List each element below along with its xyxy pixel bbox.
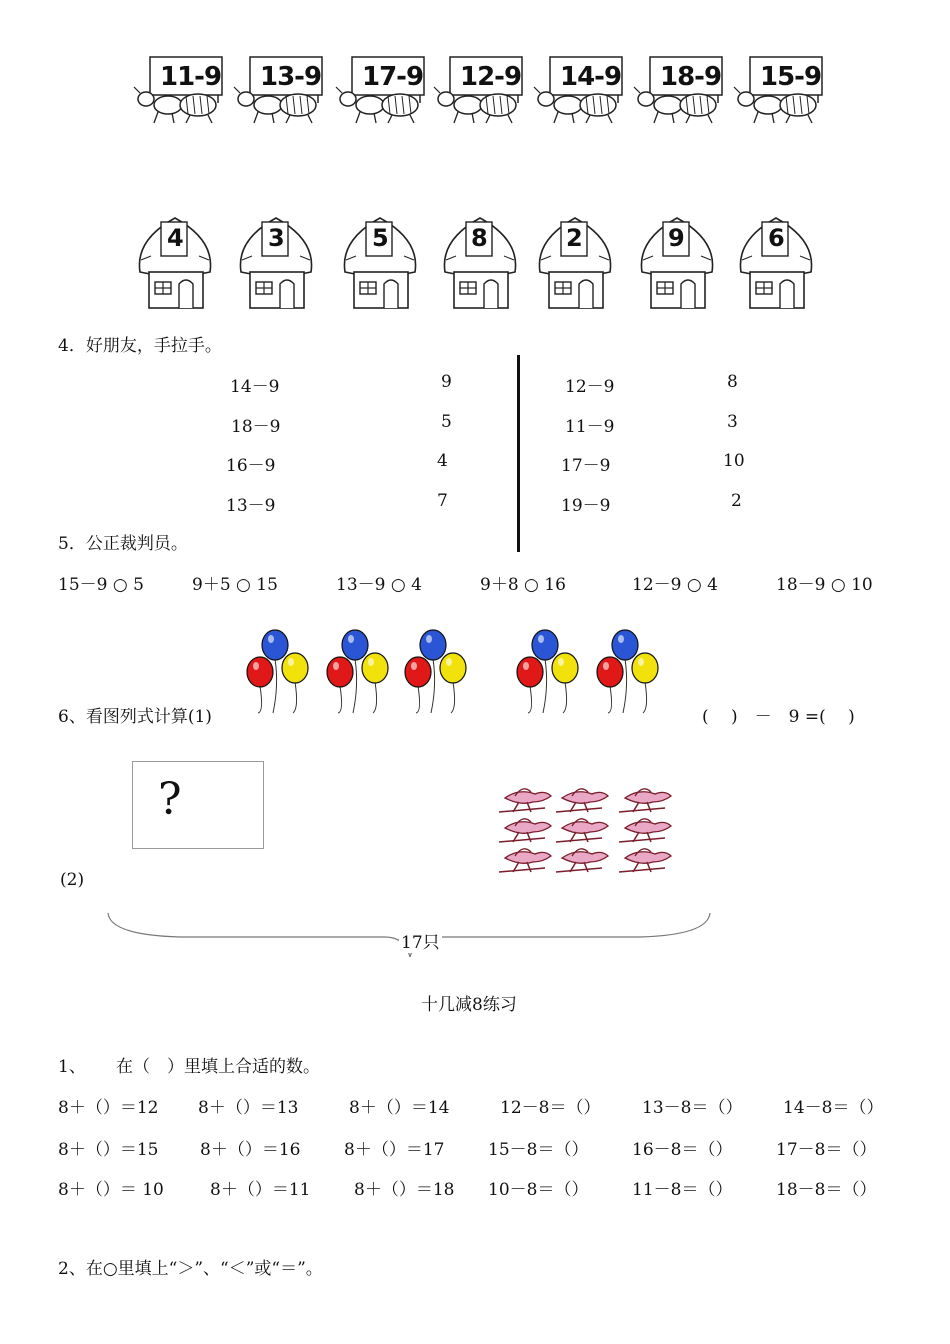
s1-item: 8＋（）＝12 <box>58 1098 159 1118</box>
q4-right-expr: 19－9 <box>561 496 611 516</box>
s1-item: 13－8＝（） <box>642 1098 743 1118</box>
s1-item: 12－8＝（） <box>500 1098 601 1118</box>
house-number: 8 <box>471 224 488 252</box>
q4-left-num: 4 <box>437 451 448 471</box>
q4-left-num: 5 <box>441 412 452 432</box>
balloon-bunch-icon <box>597 630 658 713</box>
balloon-bunch-icon <box>247 630 308 713</box>
q6-equation: ( ) － 9 =( ) <box>702 707 855 727</box>
s1-item: 10－8＝（） <box>488 1180 589 1200</box>
q4-right-num: 3 <box>727 412 738 432</box>
s1-number: 1、 <box>58 1057 86 1077</box>
s2-title: 2、在○里填上“＞”、“＜”或“＝”。 <box>58 1259 323 1279</box>
s1-item: 8＋（）＝16 <box>200 1140 301 1160</box>
house-number: 6 <box>768 224 785 252</box>
s1-item: 8＋（）＝14 <box>349 1098 450 1118</box>
q4-title: 4．好朋友，手拉手。 <box>58 336 222 356</box>
bird-icon <box>619 789 671 812</box>
bird-icon <box>556 789 608 812</box>
s1-item: 8＋（）＝13 <box>198 1098 299 1118</box>
house-number: 5 <box>372 224 389 252</box>
s1-item: 11－8＝（） <box>632 1180 733 1200</box>
ant-sign: 13-9 <box>260 62 322 92</box>
q4-right-num: 2 <box>731 491 742 511</box>
bird-icon <box>619 849 671 872</box>
s1-item: 18－8＝（） <box>776 1180 877 1200</box>
s1-title: 在（ ）里填上合适的数。 <box>116 1057 320 1077</box>
house-number: 4 <box>167 224 184 252</box>
q4-right-expr: 12－9 <box>565 377 615 397</box>
q4-left-expr: 13－9 <box>226 496 276 516</box>
total-label: 17只 <box>399 928 442 953</box>
q4-left-num: 9 <box>441 372 452 392</box>
bird-icon <box>499 789 551 812</box>
ant-sign: 17-9 <box>362 62 424 92</box>
q6-title: 6、看图列式计算(1) <box>58 707 212 727</box>
balloon-bunch-icon <box>405 630 466 713</box>
ant-sign: 18-9 <box>660 62 722 92</box>
s1-item: 8＋（）＝11 <box>210 1180 311 1200</box>
q5-comparison: 12－9 ○ 4 <box>632 575 718 595</box>
q5-comparison: 9＋5 ○ 15 <box>192 575 278 595</box>
ant-sign: 11-9 <box>160 62 222 92</box>
q4-right-num: 10 <box>723 451 745 471</box>
q5-title: 5．公正裁判员。 <box>58 534 188 554</box>
s1-item: 8＋（）＝15 <box>58 1140 159 1160</box>
q4-left-num: 7 <box>437 491 448 511</box>
balloon-bunch-icon <box>327 630 388 713</box>
s1-item: 17－8＝（） <box>776 1140 877 1160</box>
s1-item: 14－8＝（） <box>783 1098 884 1118</box>
q4-right-num: 8 <box>727 372 738 392</box>
s1-item: 8＋（）＝ 10 <box>58 1180 164 1200</box>
question-mark: ? <box>158 774 182 825</box>
q5-comparison: 13－9 ○ 4 <box>336 575 422 595</box>
balloon-bunch-icon <box>517 630 578 713</box>
section-title: 十几减8练习 <box>421 995 517 1015</box>
house-number: 3 <box>268 224 285 252</box>
bird-icon <box>619 819 671 842</box>
q5-comparison: 15－9 ○ 5 <box>58 575 144 595</box>
ant-sign: 14-9 <box>560 62 622 92</box>
q5-comparison: 18－9 ○ 10 <box>776 575 873 595</box>
bird-icon <box>556 849 608 872</box>
question-box <box>132 761 264 849</box>
ant-sign: 15-9 <box>760 62 822 92</box>
q4-right-expr: 11－9 <box>565 417 615 437</box>
s1-item: 16－8＝（） <box>632 1140 733 1160</box>
q4-right-expr: 17－9 <box>561 456 611 476</box>
s1-item: 8＋（）＝17 <box>344 1140 445 1160</box>
house-number: 9 <box>668 224 685 252</box>
q4-left-expr: 18－9 <box>231 417 281 437</box>
bird-icon <box>556 819 608 842</box>
s1-item: 15－8＝（） <box>488 1140 589 1160</box>
bird-icon <box>499 849 551 872</box>
q5-comparison: 9＋8 ○ 16 <box>480 575 566 595</box>
s1-item: 8＋（）＝18 <box>354 1180 455 1200</box>
house-number: 2 <box>566 224 583 252</box>
bird-icon <box>499 819 551 842</box>
bird-picture <box>490 780 690 878</box>
q4-left-expr: 14－9 <box>230 377 280 397</box>
balloon-picture <box>240 625 670 720</box>
q6-part2-label: (2) <box>60 870 85 890</box>
q4-left-expr: 16－9 <box>226 456 276 476</box>
ant-sign: 12-9 <box>460 62 522 92</box>
q4-divider <box>517 355 520 552</box>
